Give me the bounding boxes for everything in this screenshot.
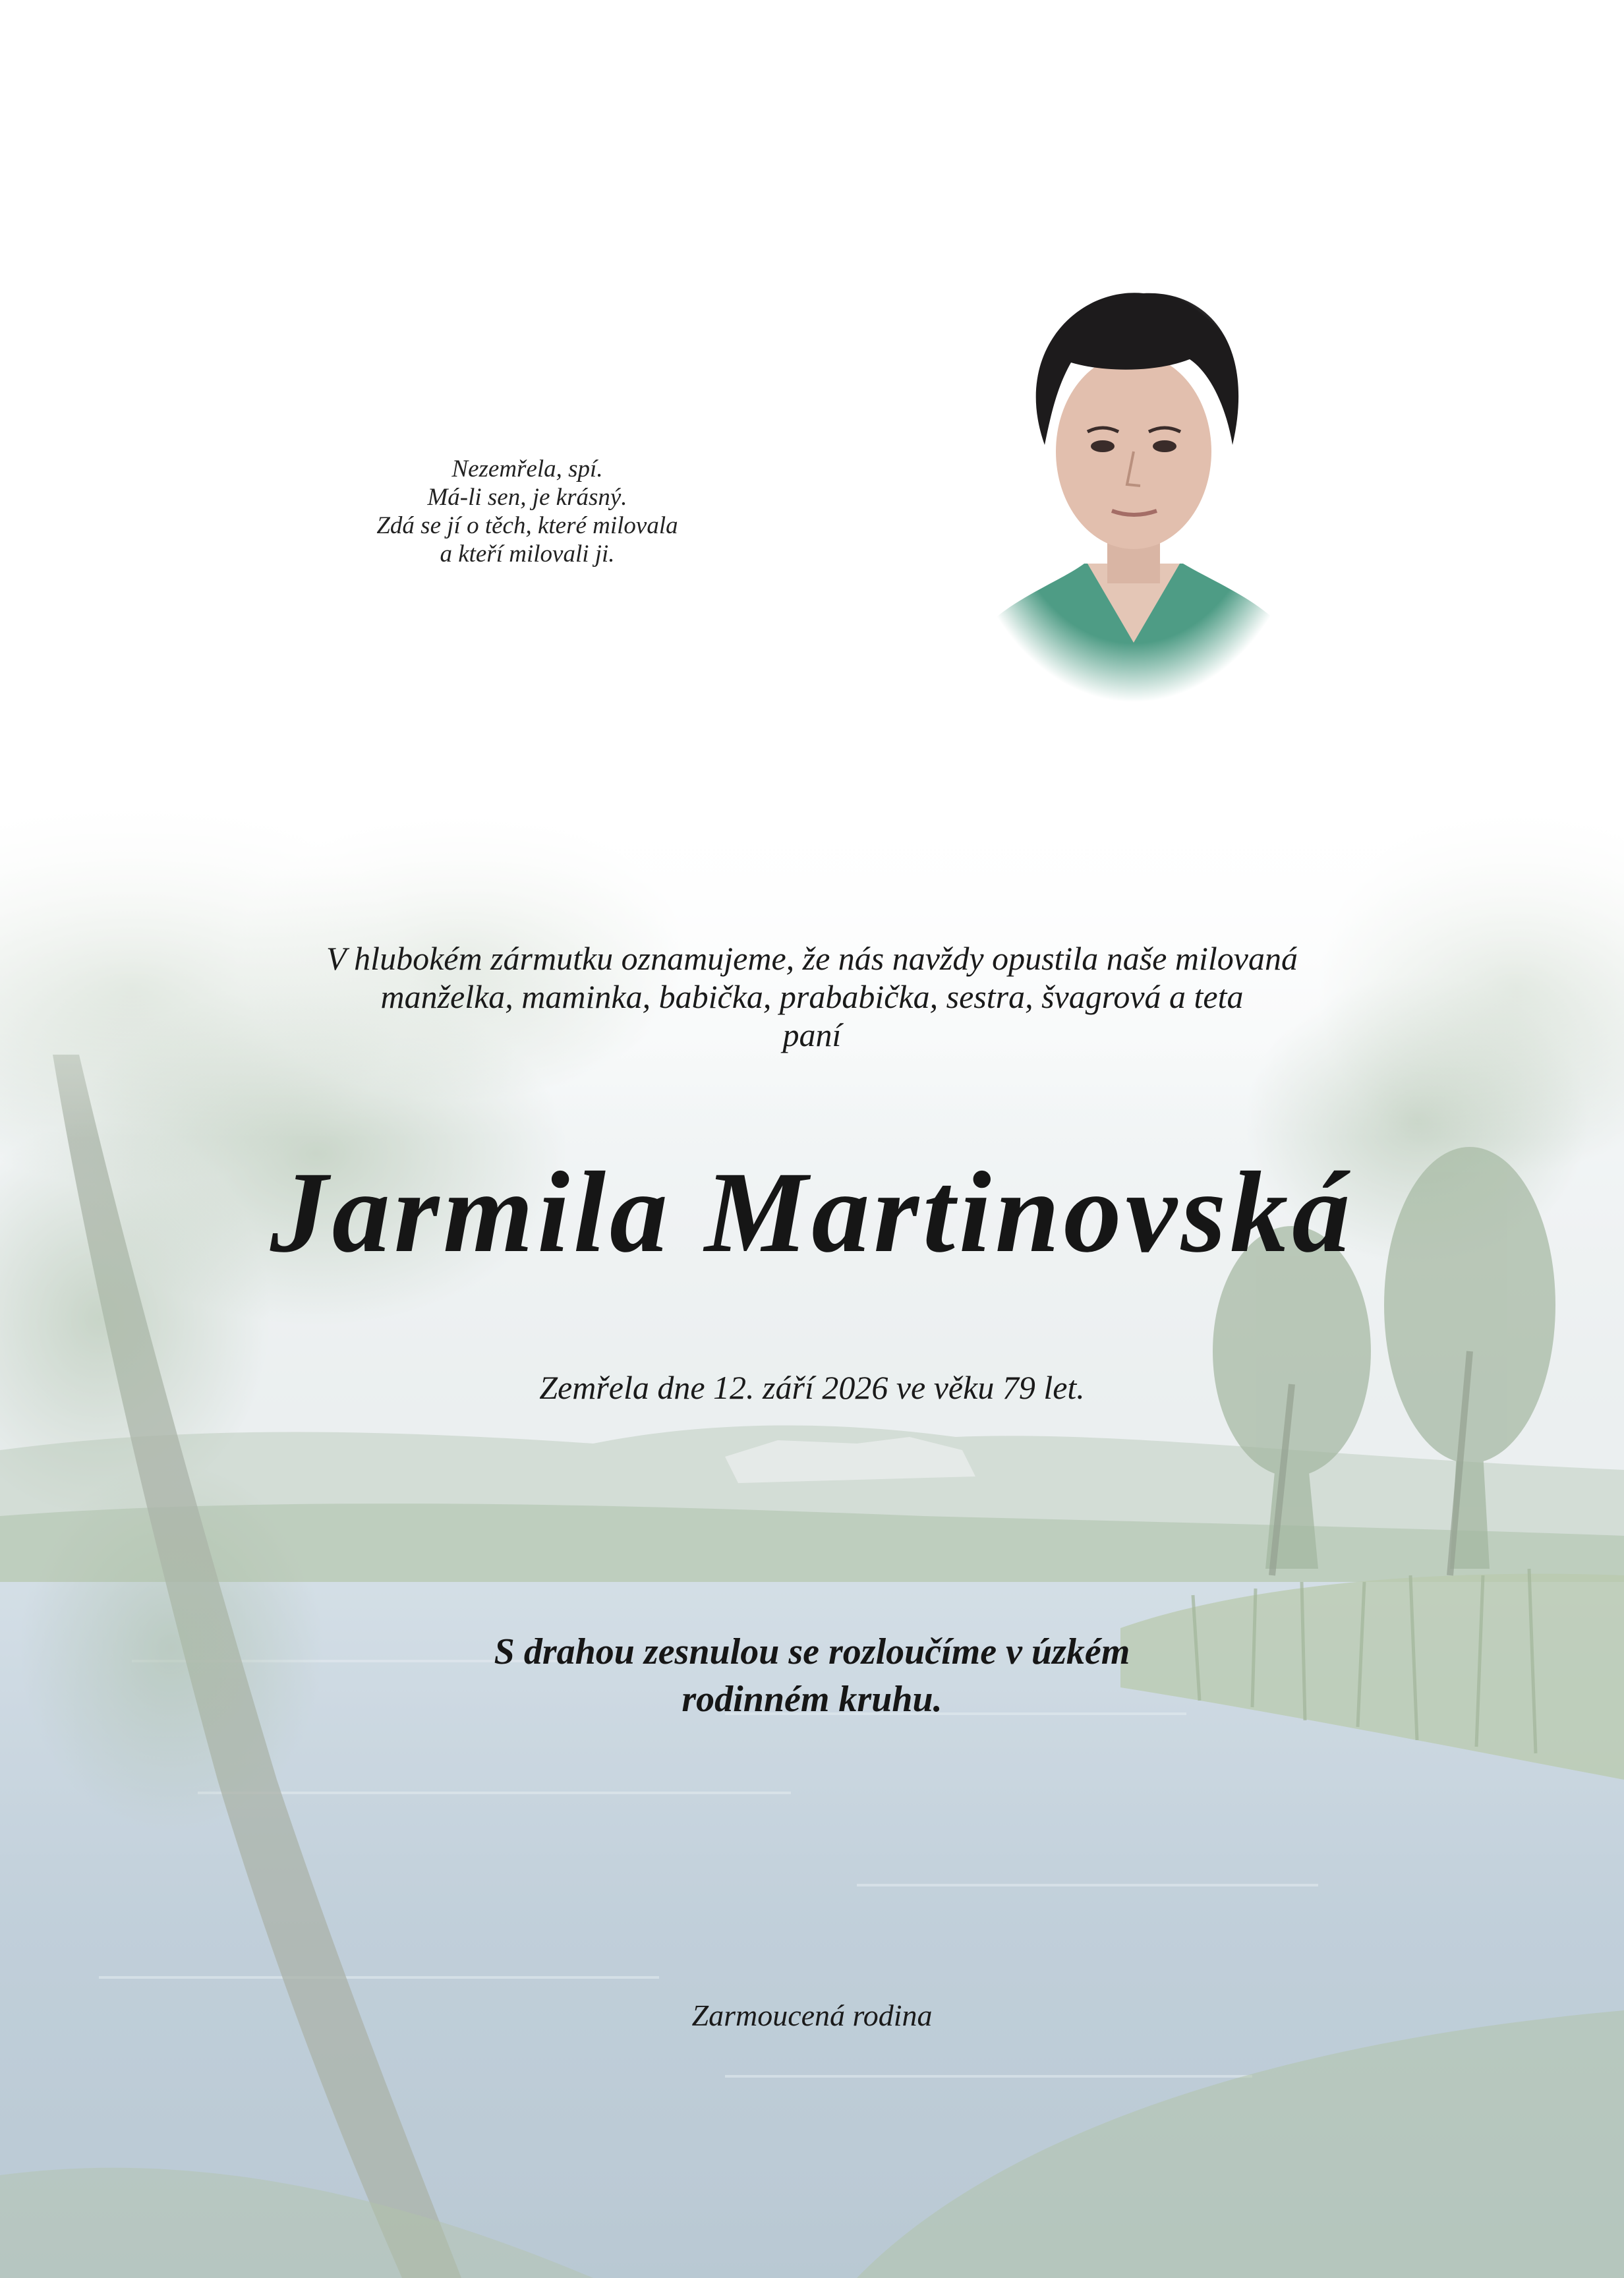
portrait-photo-image xyxy=(972,274,1295,702)
announcement-line: V hlubokém zármutku oznamujeme, že nás navždy opustila naše milovaná xyxy=(326,940,1298,977)
family-signature: Zarmoucená rodina xyxy=(691,1999,933,2032)
death-notice: Zemřela dne 12. září 2026 ve věku 79 let. xyxy=(539,1369,1085,1406)
farewell-text xyxy=(132,1628,1492,1723)
announcement-line: manželka, maminka, babička, prababička, sestra, švagrová a teta xyxy=(380,978,1244,1015)
poem-line: Nezemřela, spí. xyxy=(451,455,603,482)
deceased-name: Jarmila Martinovská xyxy=(270,1148,1354,1277)
memorial-poem xyxy=(277,455,778,568)
poem-line: a kteří milovali ji. xyxy=(440,540,615,568)
announcement-line: paní xyxy=(782,1016,842,1053)
poem-line: Má-li sen, je krásný. xyxy=(427,484,627,511)
poem-line: Zdá se jí o těch, které milovala xyxy=(376,512,678,539)
farewell-line: S drahou zesnulou se rozloučíme v úzkém xyxy=(494,1631,1130,1672)
announcement-text xyxy=(132,939,1492,1054)
portrait-photo xyxy=(972,274,1295,702)
farewell-line: rodinném kruhu. xyxy=(682,1679,942,1720)
